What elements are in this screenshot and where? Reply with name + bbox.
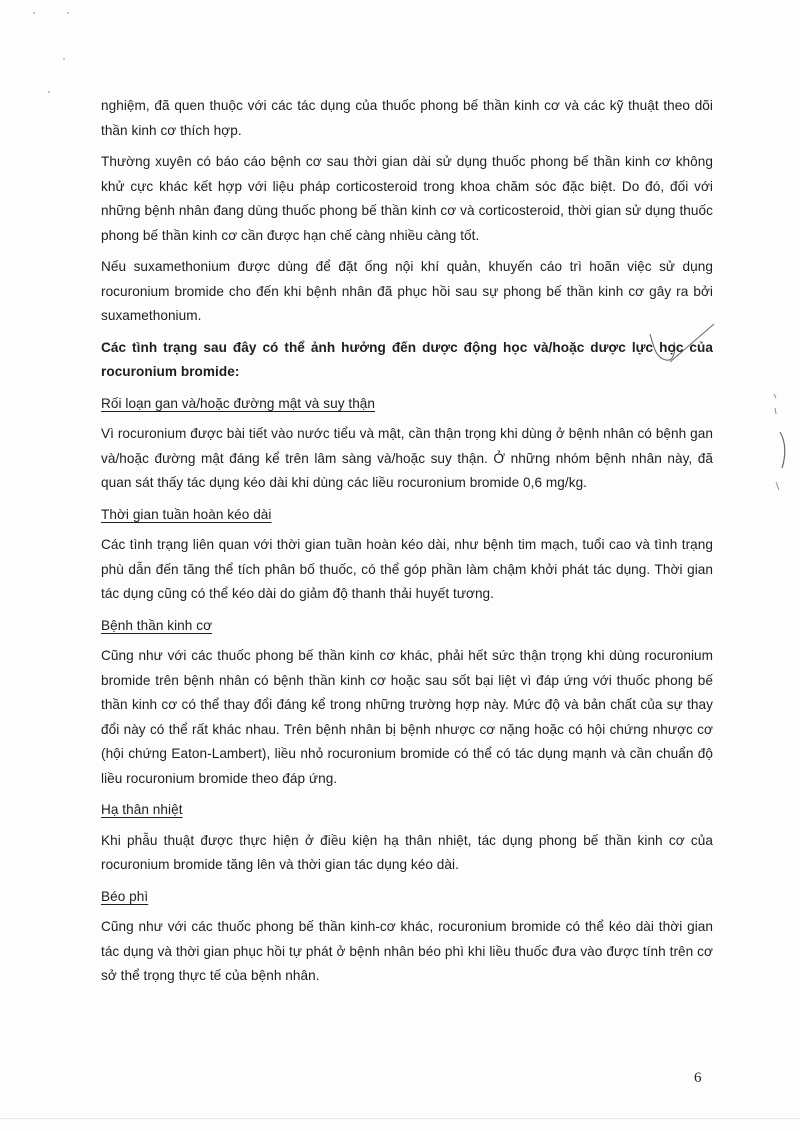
scan-speck (48, 91, 50, 93)
section-heading-circulation: Thời gian tuần hoàn kéo dài (101, 506, 272, 522)
section-text-hypothermia: Khi phẫu thuật được thực hiện ở điều kiện hạ thân nhiệt, tác dụng phong bế thần kinh cơ của rocuronium bromide tăng lên và thời gian tác dụng kéo dài. (101, 832, 713, 872)
binding-margin-marks (770, 390, 792, 500)
paragraph: nghiệm, đã quen thuộc với các tác dụng của thuốc phong bế thần kinh cơ và các kỹ thuật theo dõi thần kinh cơ thích hợp. (101, 98, 713, 138)
section-text-neuromuscular: Cũng như với các thuốc phong bế thần kinh cơ khác, phải hết sức thận trọng khi dùng rocuronium bromide trên bệnh nhân có bệnh thần kinh cơ hoặc sau sốt bại liệt vì đáp ứng với thuốc phong bế thần kinh cơ có thể thay đổi đáng kể trong những trường hợp này. Mức độ và bản chất của sự thay đổi này có thể rất khác nhau. Trên bệnh nhân bị bệnh nhược cơ nặng hoặc có hội chứng nhược cơ (hội chứng Eaton-Lambert), liều nhỏ rocuronium bromide có thể có tác dụng mạnh và cần chuẩn độ liều rocuronium bromide theo đáp ứng. (101, 648, 713, 786)
paragraph: Nếu suxamethonium được dùng để đặt ống nội khí quản, khuyến cáo trì hoãn việc sử dụng rocuronium bromide cho đến khi bệnh nhân đã phục hồi sau sự phong bế thần kinh cơ gây ra bởi suxamethonium. (101, 259, 713, 323)
section-heading-neuromuscular: Bệnh thần kinh cơ (101, 617, 213, 633)
scan-speck (67, 12, 69, 14)
section-text-obesity: Cũng như với các thuốc phong bế thần kinh-cơ khác, rocuronium bromide có thể kéo dài thời gian tác dụng và thời gian phục hồi tự phát ở bệnh nhân béo phì khi liều thuốc đưa vào được tính trên cơ sở thể trọng thực tế của bệnh nhân. (101, 919, 713, 983)
bold-intro-paragraph: Các tình trạng sau đây có thể ảnh hưởng đến dược động học và/hoặc dược lực học của rocuronium bromide: (101, 339, 713, 379)
section-heading-liver-kidney: Rối loạn gan và/hoặc đường mật và suy thận (101, 395, 376, 411)
section-text-circulation: Các tình trạng liên quan với thời gian tuần hoàn kéo dài, như bệnh tim mạch, tuổi cao và tình trạng phù dẫn đến tăng thể tích phân bố thuốc, có thể góp phần làm chậm khởi phát tác dụng. Thời gian tác dụng cũng có thể kéo dài do giảm độ thanh thải huyết tương. (101, 537, 713, 601)
scan-speck (33, 12, 35, 14)
section-heading-hypothermia: Hạ thân nhiệt (101, 802, 183, 817)
section-heading-obesity: Béo phì (101, 888, 149, 904)
paragraph: Thường xuyên có báo cáo bệnh cơ sau thời gian dài sử dụng thuốc phong bế thần kinh cơ không khử cực khác kết hợp với liệu pháp corticosteroid trong khoa chăm sóc đặc biệt. Do đó, đối với những bệnh nhân đang dùng thuốc phong bế thần kinh cơ và corticosteroid, thời gian sử dụng thuốc phong bế thần kinh cơ cần được hạn chế càng nhiều càng tốt. (101, 154, 713, 243)
page-number: 6 (694, 1070, 702, 1086)
scan-bottom-edge (0, 1118, 800, 1119)
document-body (101, 94, 713, 996)
section-text-liver-kidney: Vì rocuronium được bài tiết vào nước tiểu và mật, cần thận trọng khi dùng ở bệnh nhân có bệnh gan và/hoặc đường mật đáng kể trên lâm sàng và/hoặc suy thận. Ở những nhóm bệnh nhân này, đã quan sát thấy tác dụng kéo dài khi dùng các liều rocuronium bromide 0,6 mg/kg. (101, 426, 713, 490)
scan-speck (63, 58, 65, 60)
